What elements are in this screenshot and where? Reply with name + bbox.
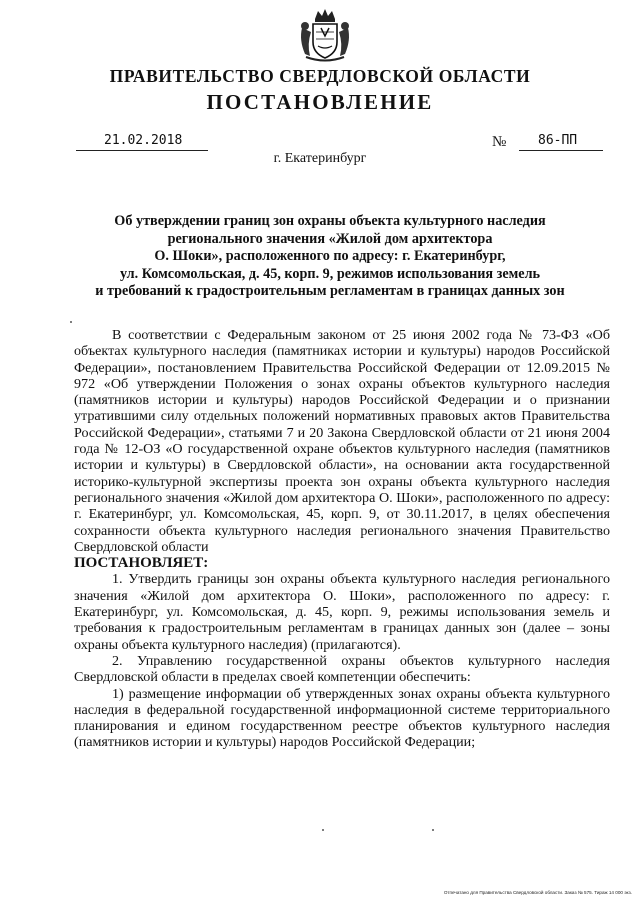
- preamble-paragraph: В соответствии с Федеральным законом от 25 июня 2002 года № 73-ФЗ «Об объектах культурного наследия (памятниках истории и культуры) народов Российской Федерации», постановлением Правительства Российской Федерации от 12.09.2015 № 972 «Об утверждении Положения о зонах охраны объектов культурного наследия (памятников истории и культуры) народов Российской Федерации и о признании утратившими силу отдельных положений нормативных правовых актов Правительства Российской Федерации», статьями 7 и 20 Закона Свердловской области от 21 июня 2004 года № 12-ОЗ «О государственной охране объектов культурного наследия (памятников истории и культуры) в Свердловской области», на основании акта государственной историко-культурной экспертизы проекта зон охраны объекта культурного наследия регионального значения «Жилой дом архитектора О. Шоки», расположенного по адресу: г. Екатеринбург, ул. Комсомольская, 45, корп. 9, от 30.11.2017, в целях обеспечения сохранности объекта культурного наследия регионального значения Правительство Свердловской области: [74, 327, 610, 555]
- title-line: и требований к градостроительным регламентам в границах данных зон: [95, 283, 565, 299]
- item-2-paragraph: 2. Управлению государственной охраны объектов культурного наследия Свердловской области в пределах своей компетенции обеспечить:: [74, 652, 610, 686]
- government-name: ПРАВИТЕЛЬСТВО СВЕРДЛОВСКОЙ ОБЛАСТИ: [109, 66, 531, 86]
- sverdlovsk-coat-of-arms-icon: [296, 6, 354, 64]
- decree-body: [74, 327, 610, 751]
- title-line: регионального значения «Жилой дом архитектора: [167, 230, 493, 247]
- title-line: О. Шоки», расположенного по адресу: г. Екатеринбург,: [154, 248, 506, 264]
- item-2-1-paragraph: 1) размещение информации об утвержденных зонах охраны объекта культурного наследия в федеральной государственной информационной системе территориального планирования и едином государственном реестре объектов культурного наследия (памятников истории и культуры) народов Российской Федерации;: [74, 685, 610, 751]
- decree-date: 21.02.2018: [104, 133, 183, 148]
- decree-number: 86-ПП: [538, 133, 578, 148]
- title-line: ул. Комсомольская, д. 45, корп. 9, режимов использования земель: [119, 265, 541, 282]
- city: г. Екатеринбург: [273, 151, 367, 166]
- item-1-paragraph: 1. Утвердить границы зон охраны объекта культурного наследия регионального значения «Жилой дом архитектора О. Шоки», расположенного по адресу: г. Екатеринбург, ул. Комсомольская, д. 45, корп. 9, режимы использования земель и требования к градостроительным регламентам в границах данных зон (далее – зоны охраны объекта культурного наследия) (прилагаются).: [74, 571, 610, 653]
- scan-speck: [322, 829, 324, 831]
- decree-title: [60, 213, 600, 301]
- number-sign: №: [492, 134, 507, 150]
- document-type: ПОСТАНОВЛЕНИЕ: [206, 90, 434, 114]
- resolves-heading: ПОСТАНОВЛЯЕТ:: [74, 555, 209, 572]
- scan-speck: [70, 321, 72, 323]
- scan-speck: [432, 829, 434, 831]
- title-line: Об утверждении границ зон охраны объекта культурного наследия: [114, 213, 546, 229]
- print-note: Отпечатано для Правительства Свердловской области. Заказ № 575. Тираж 14 000 экз.: [443, 890, 632, 895]
